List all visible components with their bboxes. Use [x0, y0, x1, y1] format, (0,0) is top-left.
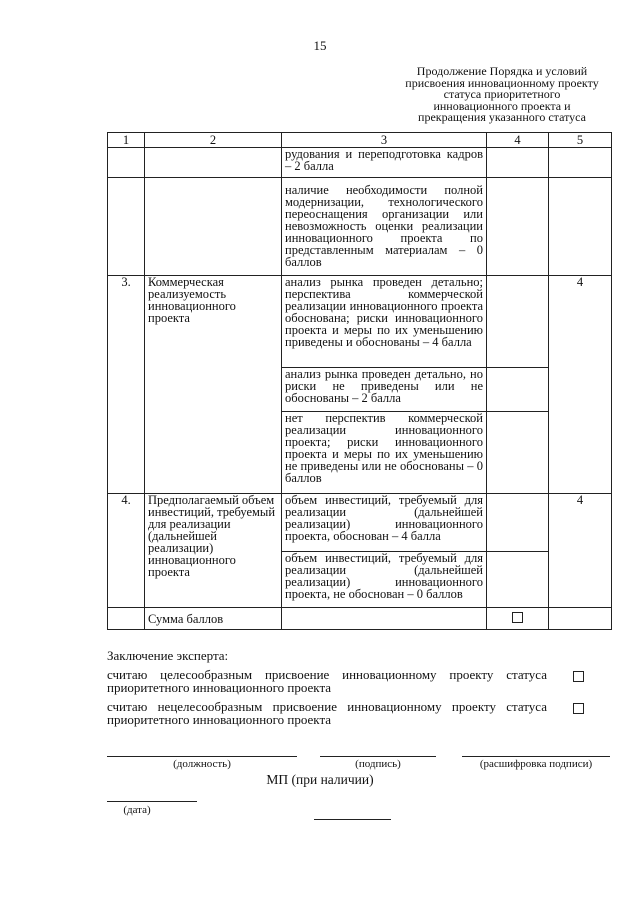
criterion-description: объем инвестиций, требуемый для реализации (дальнейшей реализации) инновационного проекта, не обоснован – 0 баллов	[282, 552, 487, 608]
sum-checkbox[interactable]	[512, 612, 523, 623]
evaluation-table	[107, 132, 612, 630]
table-header-row	[108, 133, 612, 148]
criterion-description: объем инвестиций, требуемый для реализации (дальнейшей реализации) инновационного проекта, обоснован – 4 балла	[282, 494, 487, 552]
signature-line	[320, 756, 436, 757]
column-header-1: 1	[108, 133, 145, 148]
positive-conclusion-checkbox[interactable]	[573, 671, 584, 682]
criterion-description: наличие необходимости полной модернизации, технологического переоснащения организации или невозможность оценки реализации инновационного проекта по представленным материалам – 0 баллов	[282, 178, 487, 276]
table-row	[108, 276, 612, 368]
negative-conclusion-checkbox[interactable]	[573, 703, 584, 714]
separator-line	[314, 819, 391, 820]
criterion-description: рудования и переподготовка кадров – 2 балла	[282, 148, 487, 178]
sum-label: Сумма баллов	[145, 608, 282, 630]
page-number: 15	[313, 38, 327, 53]
stamp-label: МП (при наличии)	[266, 772, 374, 787]
position-line	[107, 756, 297, 757]
criterion-name: Предполагаемый объем инвестиций, требуемый для реализации (дальнейшей реализации) инновационного проекта	[145, 494, 282, 608]
table-row	[108, 148, 612, 178]
row-number: 3.	[108, 276, 145, 494]
column-header-5: 5	[549, 133, 612, 148]
score-value: 4	[549, 494, 612, 608]
column-header-3: 3	[282, 133, 487, 148]
criterion-description: анализ рынка проведен детально; перспектива коммерческой реализации инновационного проекта обоснована; риски инновационного проекта и меры по их уменьшению приведены и обоснованы – 4 балла	[282, 276, 487, 368]
signature-label: (подпись)	[355, 758, 401, 770]
conclusion-option-negative: считаю нецелесообразным присвоение инновационному проекту статуса приоритетного инновационного проекта	[107, 699, 547, 727]
criterion-description: анализ рынка проведен детально, но риски не приведены или не обоснованы – 2 балла	[282, 368, 487, 412]
table-row	[108, 178, 612, 276]
row-number: 4.	[108, 494, 145, 608]
criterion-name: Коммерческая реализуемость инновационного проекта	[145, 276, 282, 494]
position-label: (должность)	[173, 758, 231, 770]
score-value: 4	[549, 276, 612, 494]
table-row	[108, 494, 612, 552]
column-header-4: 4	[487, 133, 549, 148]
date-label: (дата)	[123, 804, 151, 816]
column-header-2: 2	[145, 133, 282, 148]
sum-row	[108, 608, 612, 630]
conclusion-option-positive: считаю целесообразным присвоение инновационному проекту статуса приоритетного инновационного проекта	[107, 667, 547, 695]
conclusion-title: Заключение эксперта:	[107, 648, 229, 663]
decoding-label: (расшифровка подписи)	[479, 758, 593, 770]
date-line	[107, 801, 197, 802]
criterion-description: нет перспектив коммерческой реализации инновационного проекта; риски инновационного проекта и меры по их уменьшению не приведены или не обоснованы – 0 баллов	[282, 412, 487, 494]
decoding-line	[462, 756, 610, 757]
continuation-note: Продолжение Порядка и условий присвоения инновационному проекту статуса приоритетного инновационного проекта и прекращения указанного статуса	[405, 64, 599, 124]
